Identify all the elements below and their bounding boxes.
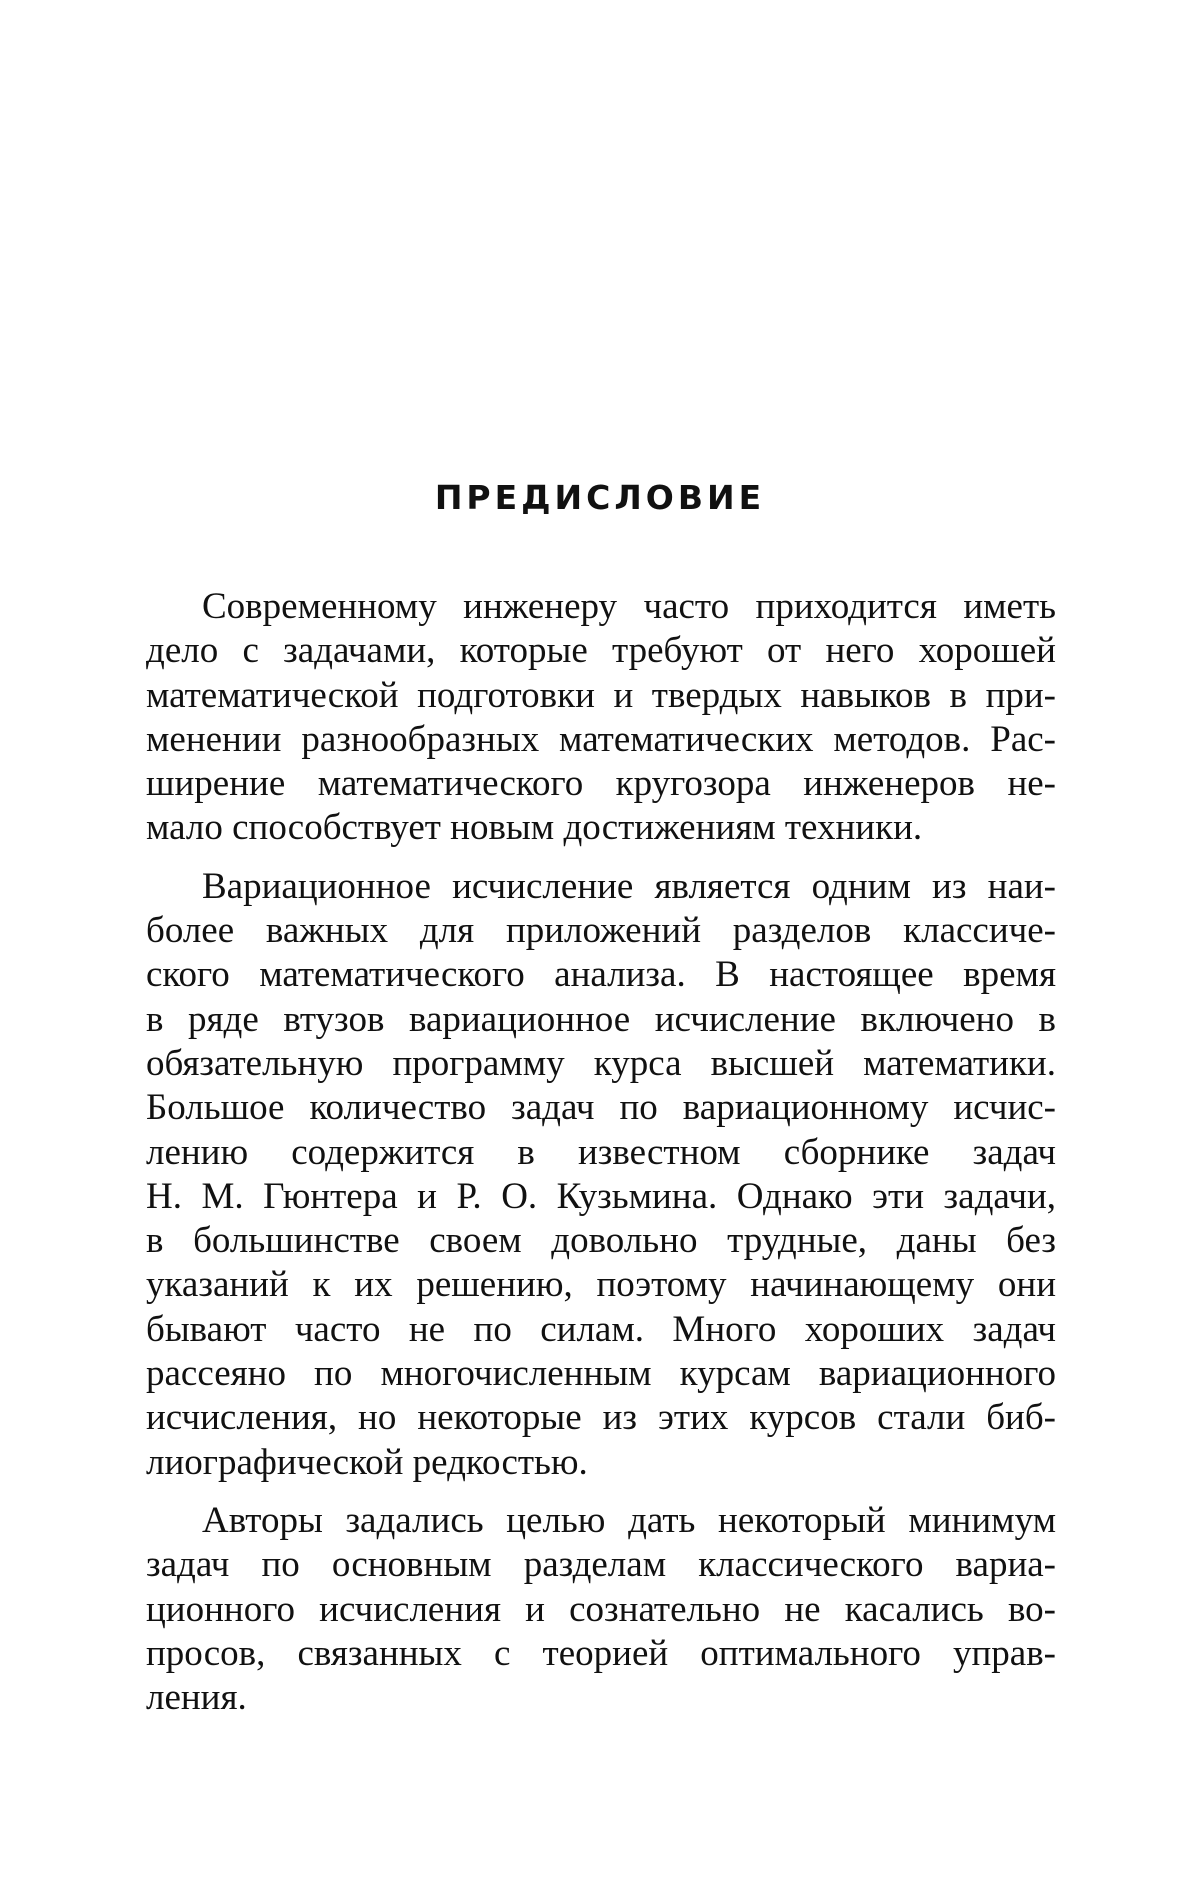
text-line: менении разнообразных математических методов. Рас-: [146, 718, 1056, 762]
text-line: ления.: [146, 1676, 1056, 1720]
text-line: бывают часто не по силам. Много хороших задач: [146, 1308, 1056, 1352]
text-line: лению содержится в известном сборнике задач: [146, 1131, 1056, 1175]
text-line: математической подготовки и твердых навыков в при-: [146, 674, 1056, 718]
text-line: обязательную программу курса высшей математики.: [146, 1042, 1056, 1086]
text-line: Современному инженеру часто приходится иметь: [146, 585, 1056, 629]
preface-body: [146, 585, 1056, 1734]
page-title: ПРЕДИСЛОВИЕ: [0, 478, 1200, 517]
text-line: дело с задачами, которые требуют от него хорошей: [146, 629, 1056, 673]
text-line: задач по основным разделам классического вариа-: [146, 1543, 1056, 1587]
text-line: просов, связанных с теорией оптимального управ-: [146, 1632, 1056, 1676]
paragraph: [146, 865, 1056, 1485]
text-line: в ряде втузов вариационное исчисление включено в: [146, 998, 1056, 1042]
text-line: указаний к их решению, поэтому начинающему они: [146, 1263, 1056, 1307]
paragraph: [146, 1499, 1056, 1720]
book-page: [0, 0, 1200, 1895]
text-line: мало способствует новым достижениям техники.: [146, 806, 1056, 850]
text-line: Н. М. Гюнтера и Р. О. Кузьмина. Однако эти задачи,: [146, 1175, 1056, 1219]
text-line: Вариационное исчисление является одним из наи-: [146, 865, 1056, 909]
text-line: Авторы задались целью дать некоторый минимум: [146, 1499, 1056, 1543]
text-line: Большое количество задач по вариационному исчис-: [146, 1086, 1056, 1130]
paragraph: [146, 585, 1056, 851]
text-line: более важных для приложений разделов классиче-: [146, 909, 1056, 953]
text-line: ширение математического кругозора инженеров не-: [146, 762, 1056, 806]
text-line: в большинстве своем довольно трудные, даны без: [146, 1219, 1056, 1263]
text-line: ционного исчисления и сознательно не касались во-: [146, 1588, 1056, 1632]
text-line: ского математического анализа. В настоящее время: [146, 953, 1056, 997]
text-line: лиографической редкостью.: [146, 1441, 1056, 1485]
text-line: рассеяно по многочисленным курсам вариационного: [146, 1352, 1056, 1396]
text-line: исчисления, но некоторые из этих курсов стали биб-: [146, 1396, 1056, 1440]
